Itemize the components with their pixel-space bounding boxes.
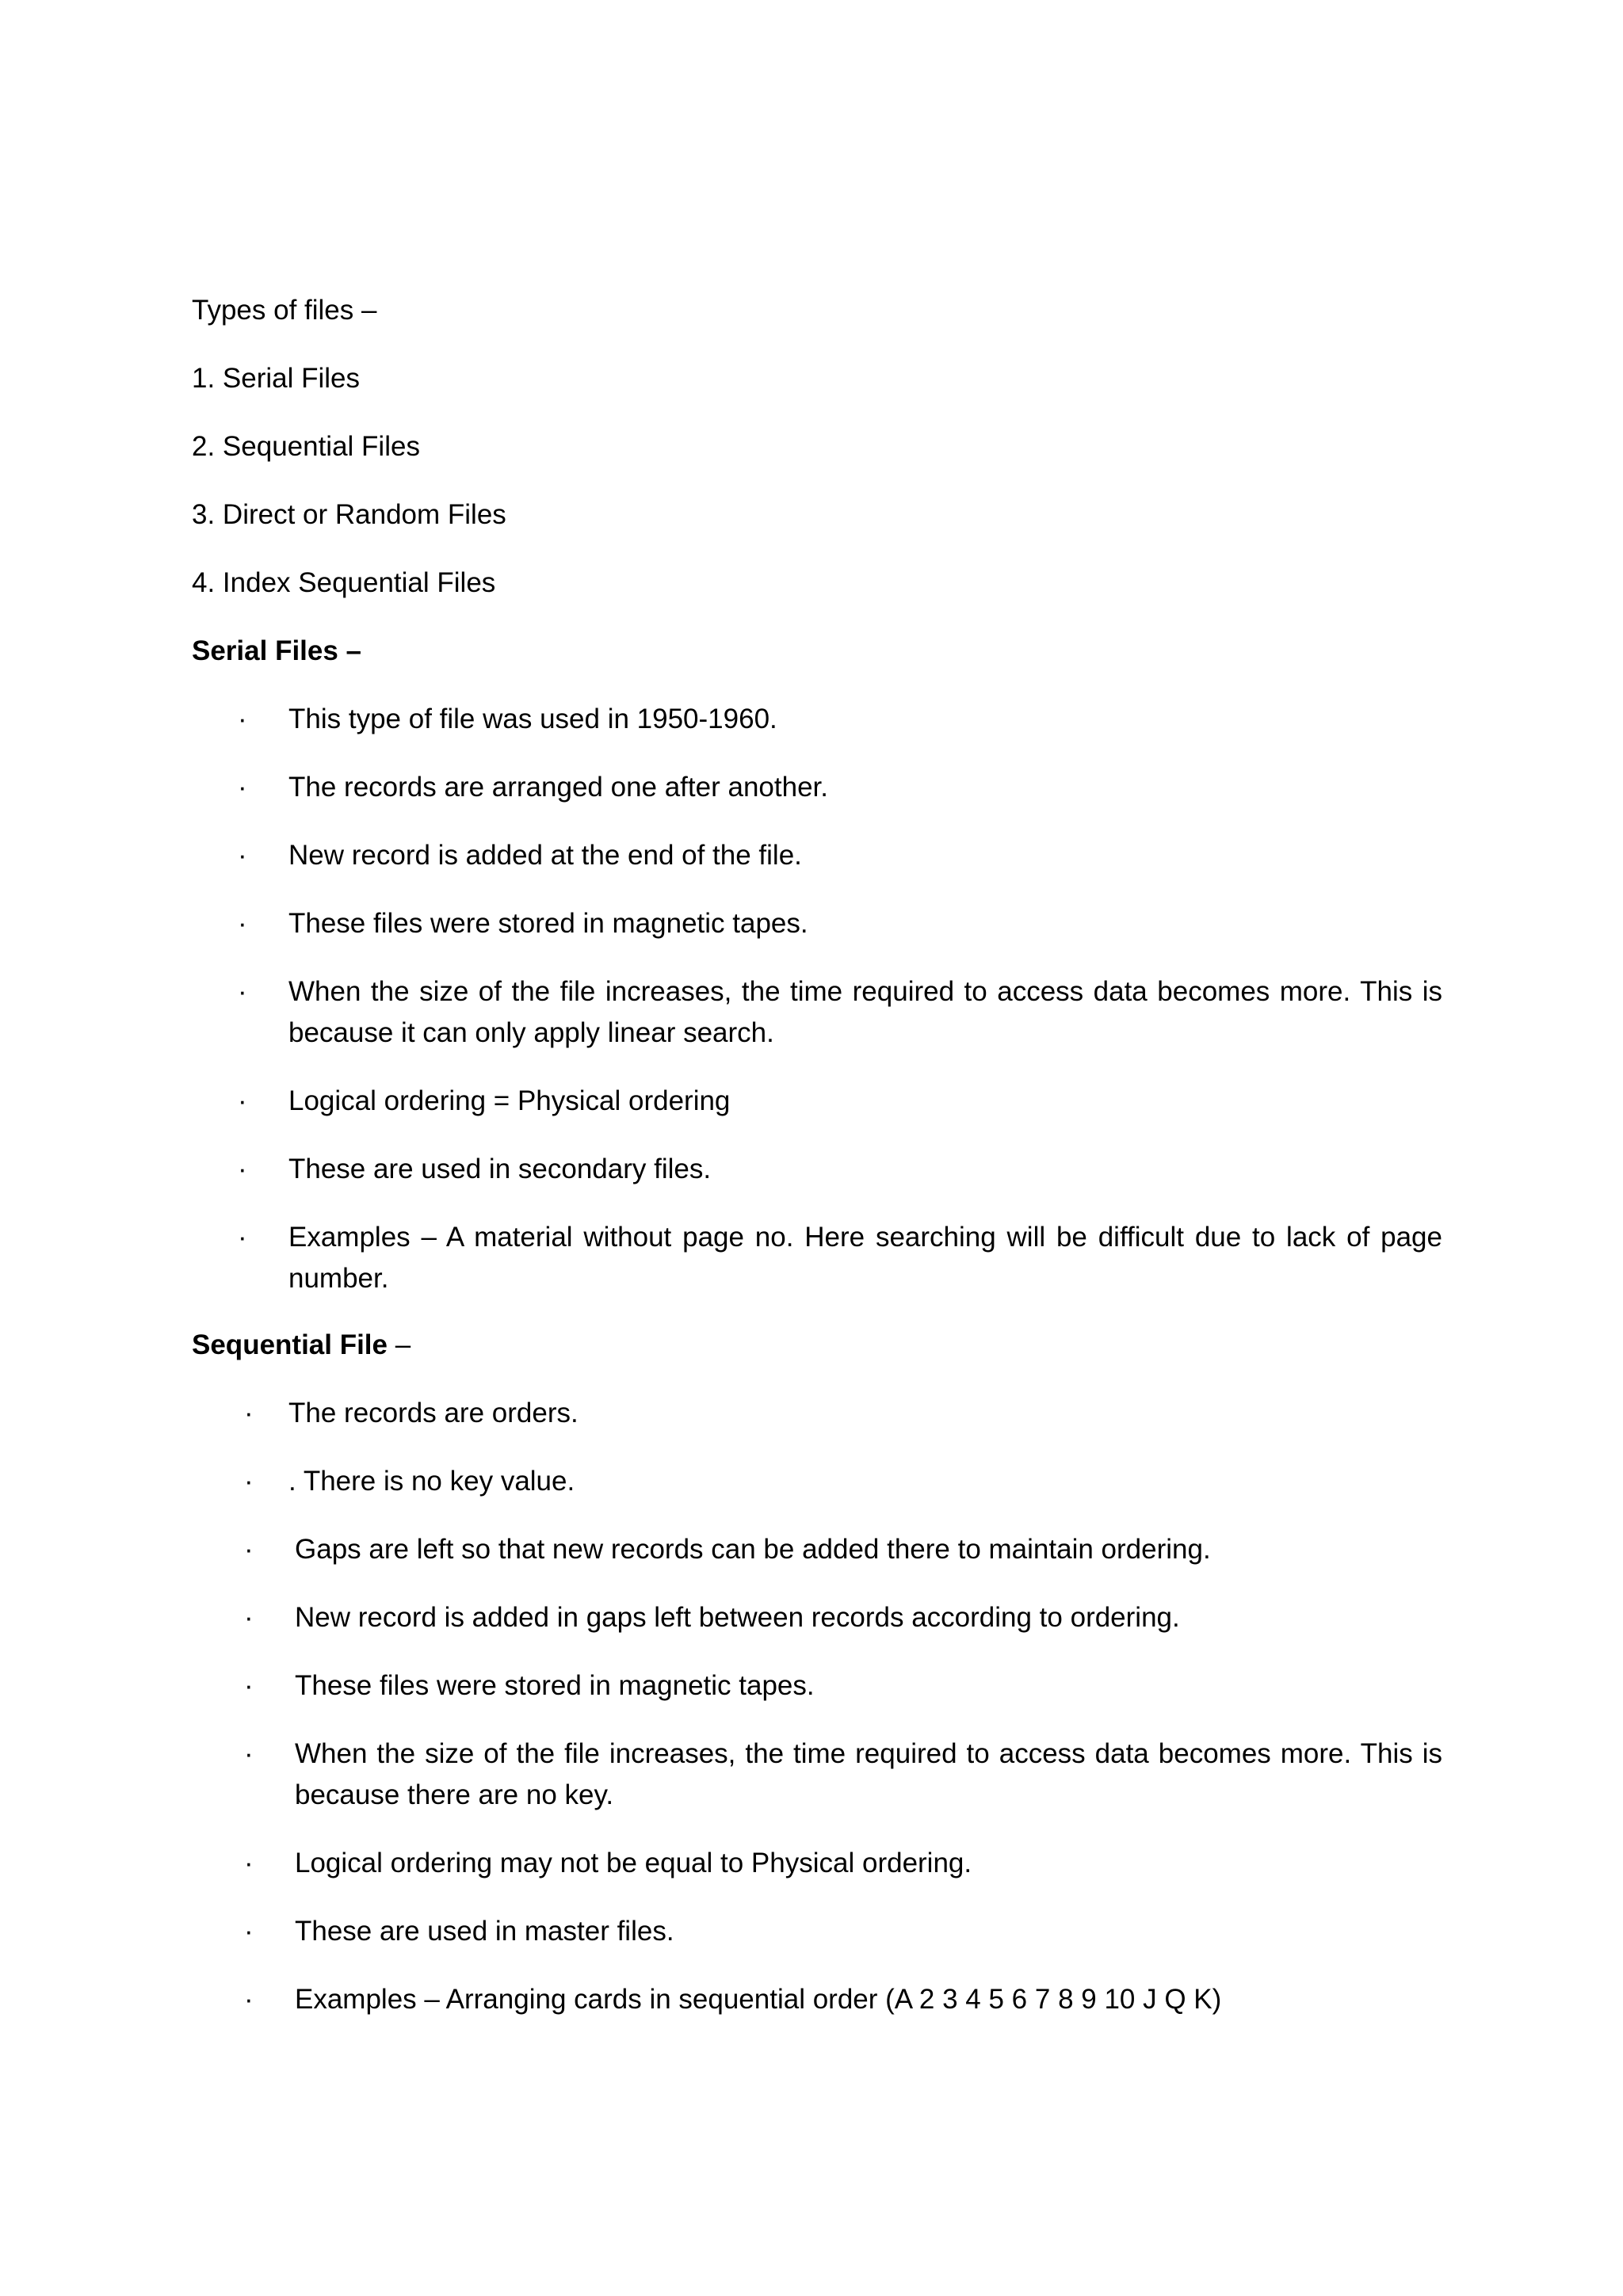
bullet-dot: · — [244, 1534, 254, 1565]
sequential-bullet — [244, 1665, 1449, 1707]
bullet-dot: · — [238, 1222, 247, 1253]
bullet-dot: · — [238, 840, 247, 871]
sequential-heading-bold: Sequential File — [192, 1329, 388, 1360]
sequential-bullet-text: Gaps are left so that new records can be added there to maintain ordering. — [295, 1534, 1211, 1565]
serial-bullet — [238, 903, 1442, 944]
sequential-bullet — [244, 1979, 1449, 2020]
serial-bullet — [238, 971, 1442, 1054]
type-item-serial: 1. Serial Files — [192, 363, 361, 394]
serial-bullet — [238, 1149, 1442, 1190]
serial-bullet-text: These are used in secondary files. — [288, 1154, 712, 1184]
sequential-bullet — [244, 1911, 1449, 1952]
sequential-bullet — [244, 1393, 1449, 1434]
sequential-bullet-text: Logical ordering may not be equal to Physical ordering. — [295, 1848, 972, 1878]
sequential-heading-dash: – — [388, 1329, 411, 1360]
serial-bullet-text: The records are arranged one after another. — [288, 772, 828, 803]
sequential-bullet — [244, 1733, 1442, 1816]
serial-bullet — [238, 1217, 1442, 1299]
serial-bullet — [238, 835, 1442, 876]
sequential-bullet-text: When the size of the file increases, the time required to access data becomes more. This is because there are no key. — [295, 1738, 1442, 1810]
sequential-bullet-text: These files were stored in magnetic tapes. — [295, 1670, 815, 1701]
serial-bullet-text: When the size of the file increases, the time required to access data becomes more. This is because it can only apply linear search. — [288, 976, 1442, 1048]
bullet-dot: · — [238, 1154, 247, 1184]
sequential-bullet-text: . There is no key value. — [288, 1466, 575, 1497]
bullet-dot: · — [244, 1738, 254, 1769]
bullet-dot: · — [238, 976, 247, 1007]
sequential-bullet — [244, 1597, 1449, 1638]
bullet-dot: · — [244, 1466, 254, 1497]
bullet-dot: · — [244, 1916, 254, 1947]
sequential-bullet-text: Examples – Arranging cards in sequential order (A 2 3 4 5 6 7 8 9 10 J Q K) — [295, 1984, 1222, 2015]
bullet-dot: · — [244, 1602, 254, 1633]
serial-bullet-text: New record is added at the end of the file. — [288, 840, 802, 871]
serial-bullet — [238, 767, 1442, 808]
bullet-dot: · — [238, 704, 247, 734]
bullet-dot: · — [244, 1398, 254, 1428]
serial-bullet-text: Examples – A material without page no. Here searching will be difficult due to lack of page number. — [288, 1222, 1442, 1294]
bullet-dot: · — [244, 1984, 254, 2015]
type-item-sequential: 2. Sequential Files — [192, 431, 420, 462]
sequential-bullet — [244, 1529, 1449, 1570]
bullet-dot: · — [244, 1848, 254, 1878]
sequential-bullet-text: New record is added in gaps left between records according to ordering. — [295, 1602, 1180, 1633]
serial-bullet — [238, 699, 1442, 740]
types-heading: Types of files – — [192, 295, 377, 326]
sequential-bullet — [244, 1461, 1449, 1502]
bullet-dot: · — [238, 1085, 247, 1116]
serial-files-heading: Serial Files – — [192, 635, 362, 666]
sequential-bullet — [244, 1843, 1449, 1884]
bullet-dot: · — [238, 772, 247, 803]
sequential-bullet-text: These are used in master files. — [295, 1916, 674, 1947]
sequential-bullet-text: The records are orders. — [288, 1398, 579, 1428]
type-item-direct: 3. Direct or Random Files — [192, 499, 506, 530]
serial-bullet-text: Logical ordering = Physical ordering — [288, 1085, 731, 1116]
bullet-dot: · — [238, 908, 247, 939]
bullet-dot: · — [244, 1670, 254, 1701]
serial-bullet — [238, 1081, 1442, 1122]
serial-bullet-text: These files were stored in magnetic tapes. — [288, 908, 808, 939]
type-item-index-sequential: 4. Index Sequential Files — [192, 567, 496, 598]
serial-bullet-text: This type of file was used in 1950-1960. — [288, 704, 777, 734]
sequential-file-heading — [192, 1325, 411, 1366]
